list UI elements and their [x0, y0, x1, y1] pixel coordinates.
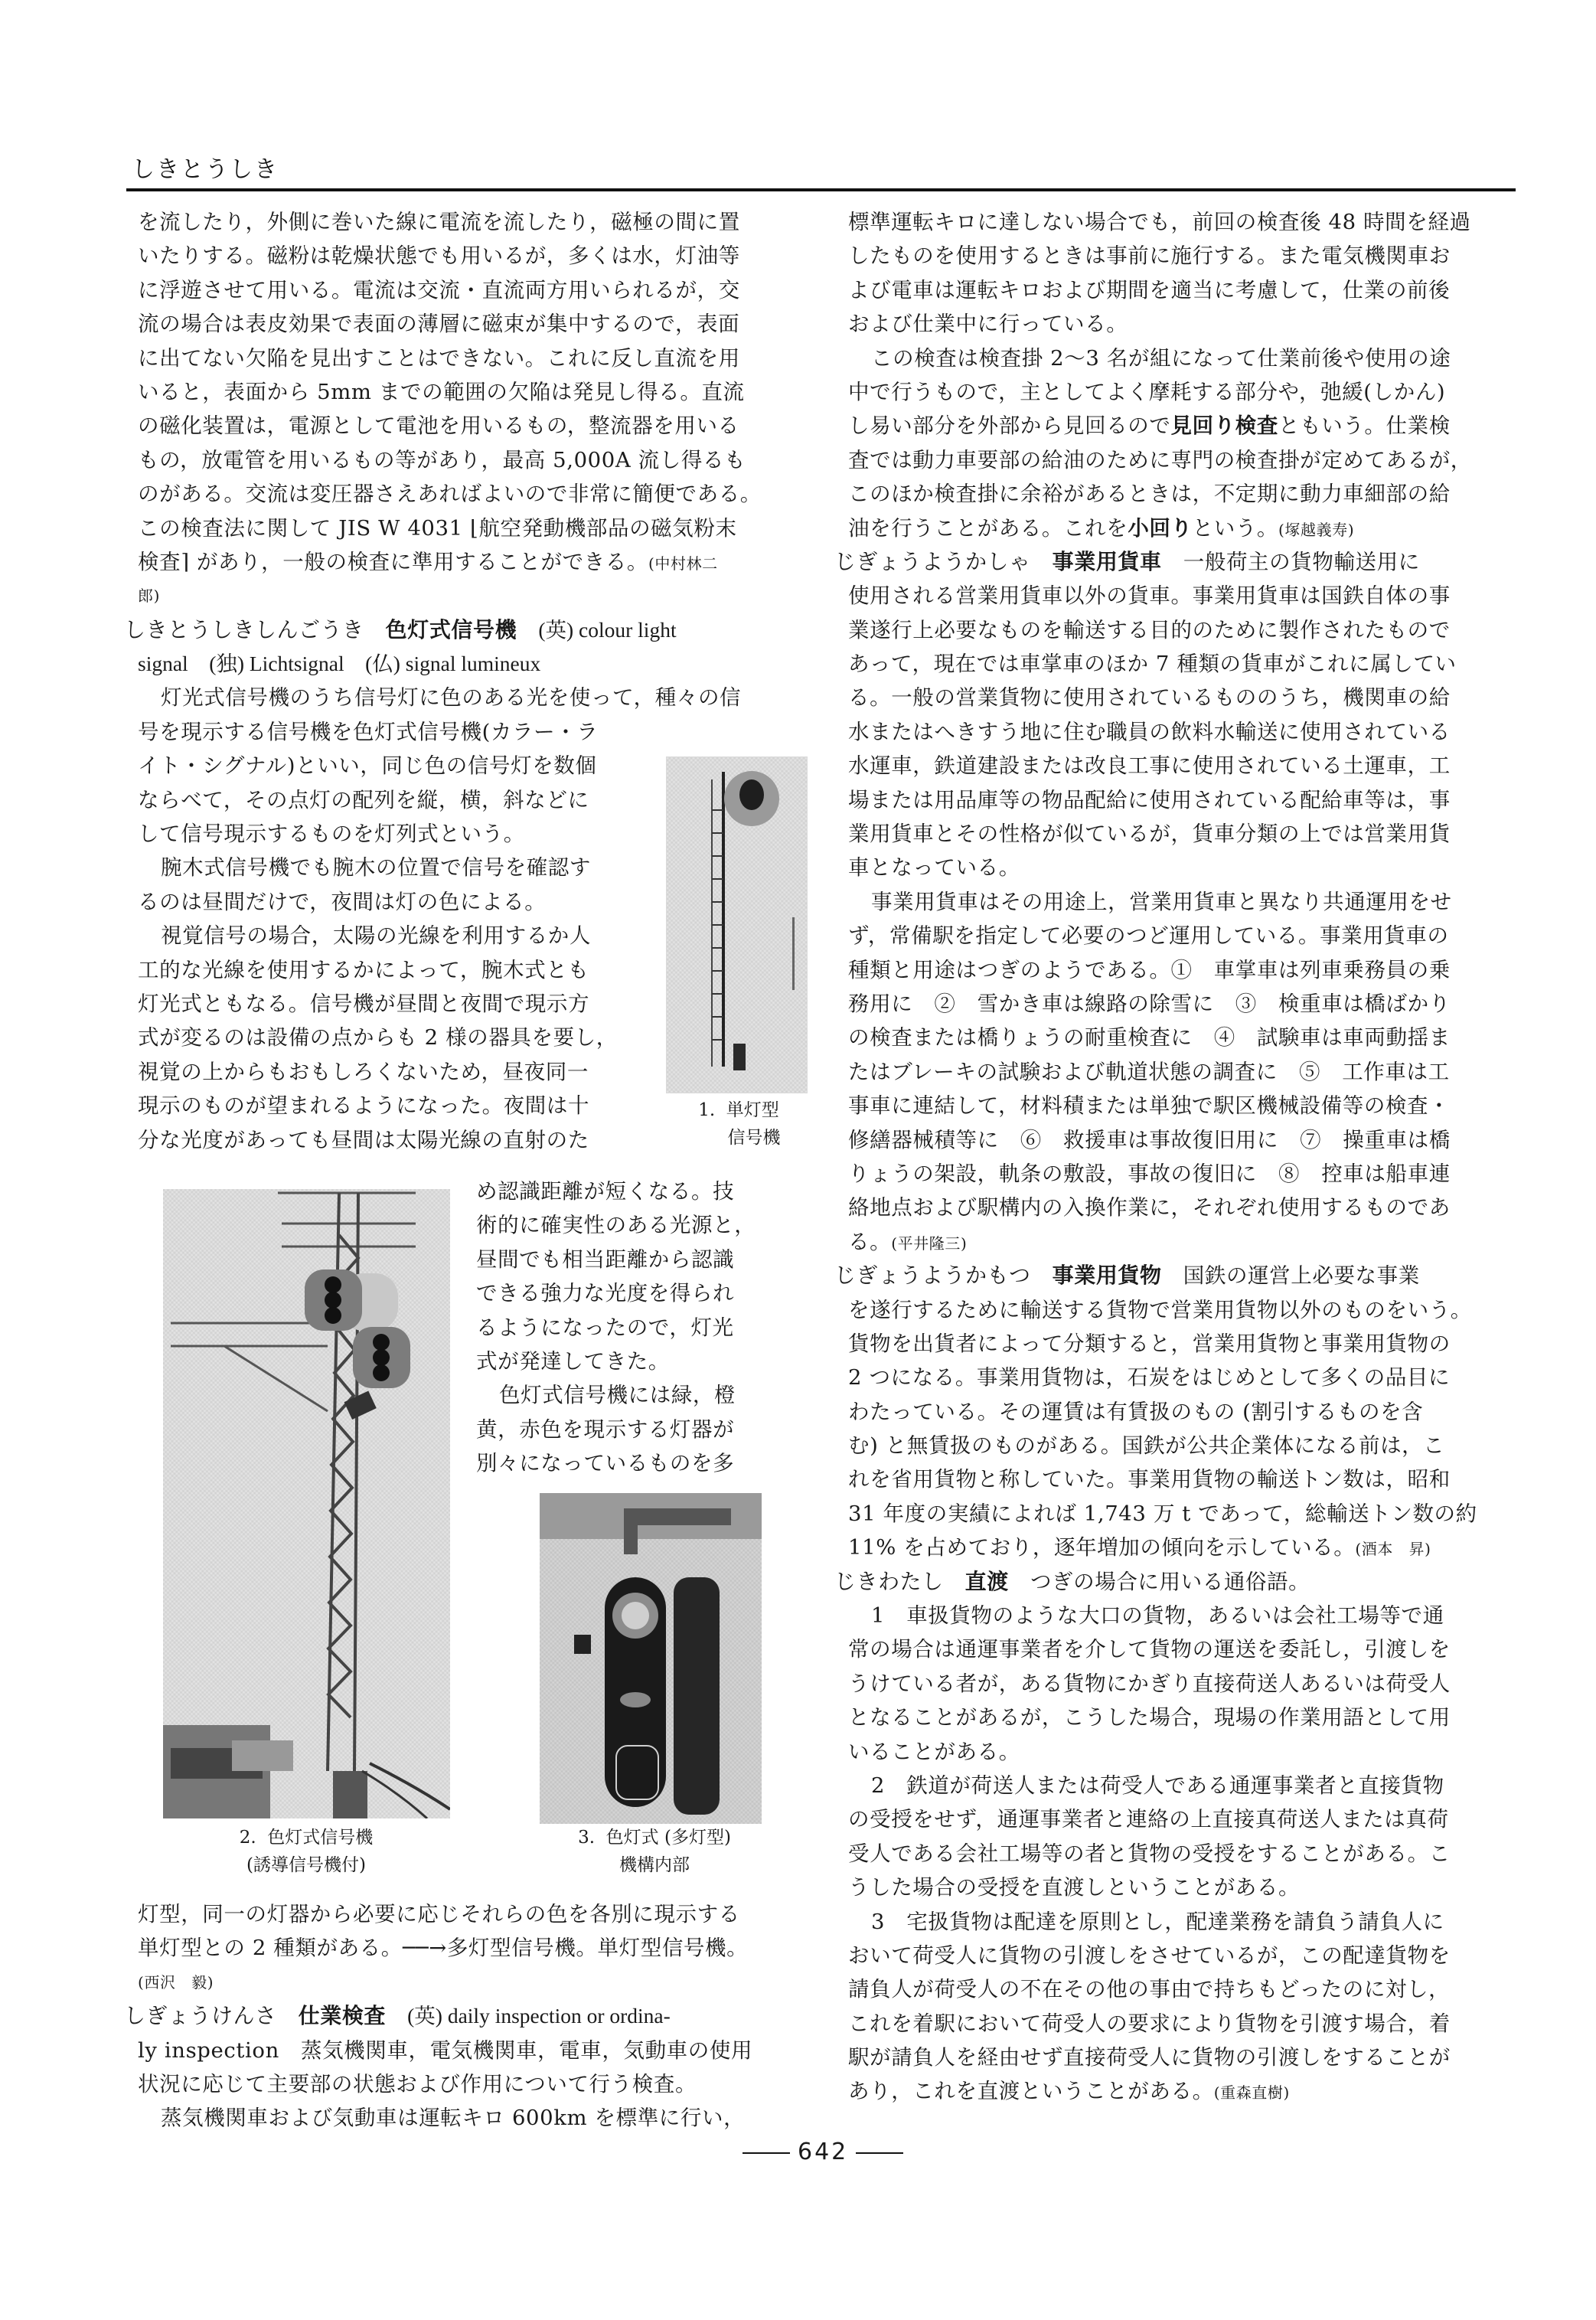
text-fragment: という。 — [1192, 515, 1279, 541]
text-line: たはブレーキの試験および軌道状態の調査に ⑤ 工作車は工 — [848, 1059, 1450, 1084]
text-line: おいて荷受人に貨物の引渡しをさせているが，この配達貨物を — [848, 1943, 1451, 1968]
text-line: 絡地点および駅構内の入換作業に，それぞれ使用するものであ — [848, 1195, 1451, 1220]
text-line: 別々になっているものを多 — [476, 1451, 735, 1476]
text-line — [848, 511, 1522, 545]
dash-decoration — [743, 2152, 790, 2154]
author-credit: (塚越義寿) — [1278, 520, 1355, 539]
text-line: りょうの架設，軌条の敷設，事故の復旧に ⑧ 控車は船車連 — [848, 1161, 1451, 1186]
text-line: 2 つになる。事業用貨物は，石炭をはじめとして多くの品目に — [848, 1365, 1451, 1390]
text-line — [848, 409, 1522, 443]
figure-number: 3. — [578, 1828, 596, 1848]
header-rule — [126, 188, 1516, 191]
entry-lead: 一般荷主の貨物輸送用に — [1183, 549, 1420, 574]
text-line: 使用される営業用貨車以外の貨車。事業用貨車は国鉄自体の事 — [848, 583, 1451, 609]
text-line: いることがある。 — [848, 1739, 1020, 1764]
text-line: 式が変るのは設備の点からも 2 様の器具を要し， — [138, 1025, 618, 1051]
caption-text: 色灯式信号機 — [267, 1828, 374, 1848]
text-line: 車となっている。 — [848, 855, 1020, 881]
text-line: 流の場合は表皮効果で表面の薄層に磁束が集中するので，表面 — [138, 312, 740, 337]
text-line: 2 鉄道が荷送人または荷受人である通運事業者と直接貨物 — [871, 1773, 1444, 1798]
text-line: 水またはへきすう地に住む職員の飲料水輸送に使用されている — [848, 719, 1451, 744]
text-line: 状況に応じて主要部の状態および作用について行う検査。 — [138, 2071, 697, 2096]
entry-heading-shigyou-kensa — [124, 1999, 811, 2033]
author-credit: 郎) — [138, 587, 161, 606]
text-line: 常の場合は通運事業者を介して貨物の運送を委託し，引渡しを — [848, 1637, 1451, 1662]
figure-3-caption — [540, 1824, 769, 1879]
text-line: もの，放電管を用いるもの等があり，最高 5,000A 流し得るも — [138, 447, 746, 472]
figure-number: 1. — [698, 1100, 716, 1120]
page-number-text: 642 — [798, 2139, 849, 2165]
caption-text: 色灯式 (多灯型) — [605, 1828, 731, 1848]
text-line: 灯型，同一の灯器から必要に応じそれらの色を各別に現示する — [138, 1902, 740, 1926]
author-credit: (重森直樹) — [1213, 2083, 1290, 2103]
text-line: 号を現示する信号機を色灯式信号機(カラー・ラ — [138, 719, 599, 744]
figure-1-photo — [666, 756, 808, 1093]
text-line: 単灯型との 2 種類がある。──→多灯型信号機。単灯型信号機。 — [138, 1936, 749, 1961]
text-line: 1 車扱貨物のような大口の貨物，あるいは会社工場等で通 — [871, 1603, 1444, 1629]
text-fragment: る。 — [848, 1229, 892, 1254]
text-line: 事業用貨車はその用途上，営業用貨車と異なり共通運用をせ — [871, 889, 1452, 914]
text-line: できる強力な光度を得られ — [476, 1281, 735, 1306]
right-column — [834, 205, 1522, 2109]
text-line: 標準運転キロに達しない場合でも，前回の検査後 48 時間を経過 — [848, 210, 1471, 234]
text-line: 黄，赤色を現示する灯器が — [476, 1417, 735, 1442]
inset-text — [476, 1175, 813, 1481]
text-line: 査では動力車要部の給油のために専門の検査掛が定めてあるが， — [848, 447, 1472, 472]
single-lamp-signal-illustration — [666, 756, 808, 1093]
figure-number: 2. — [239, 1828, 256, 1848]
text-line: 受人である会社工場等の者と貨物の受授をすることがある。こ — [848, 1841, 1451, 1866]
text-line — [848, 1531, 1522, 1564]
entry-foreign-terms: signal (独) Lichtsignal (仏) signal lumineux — [138, 652, 541, 676]
text-fragment: 11% を占めており，逐年増加の傾向を示している。 — [848, 1535, 1356, 1560]
bold-term: 見回り検査 — [1170, 413, 1278, 439]
text-line: 色灯式信号機には緑，橙 — [499, 1383, 736, 1408]
text-line: 分な光度があっても昼間は太陽光線の直射のた — [138, 1127, 589, 1152]
text-line: 工的な光線を使用するかによって，腕木式とも — [138, 957, 589, 982]
text-line: ならべて，その点灯の配列を縦，横，斜などに — [138, 787, 589, 812]
caption-line — [540, 1824, 769, 1851]
text-fragment: し易い部分を外部から見回るので — [848, 413, 1171, 439]
text-line: の検査または橋りょうの耐重検査に ④ 試験車は車両動揺ま — [848, 1025, 1451, 1051]
text-line: あって，現在では車掌車のほか 7 種類の貨車がこれに属してい — [848, 652, 1457, 677]
text-line: いると，表面から 5mm までの範囲の欠陥は発見し得る。直流 — [138, 379, 745, 404]
text-line: の磁化装置は，電源として電池を用いるもの，整流器を用いる — [138, 413, 739, 439]
entry-heading-shikitoushiki-shingouki — [124, 613, 811, 647]
text-line — [848, 1225, 1522, 1259]
text-line: うした場合の受授を直渡しということがある。 — [848, 1875, 1301, 1900]
text-line: 種類と用途はつぎのようである。① 車掌車は列車乗務員の乗 — [848, 957, 1451, 982]
text-line: 修繕器械積等に ⑥ 救援車は事故復旧用に ⑦ 操重車は橋 — [848, 1127, 1451, 1152]
text-line: 31 年度の実績によれば 1,743 万 t であって，総輸送トン数の約 — [848, 1501, 1477, 1526]
text-line: して信号現示するものを灯列式という。 — [138, 822, 525, 847]
text-line: 貨物を出貨者によって分類すると，営業用貨物と事業用貨物の — [848, 1331, 1451, 1356]
text-line: め認識距離が短くなる。技 — [476, 1179, 735, 1204]
text-line: このほか検査掛に余裕があるときは，不定期に動力車細部の給 — [848, 482, 1451, 507]
figure-2-caption — [191, 1824, 421, 1879]
entry-term: 直渡 — [964, 1568, 1009, 1594]
text-line: わたっている。その運賃は有賃扱のもの (割引するものを含 — [848, 1399, 1424, 1424]
entry-headword: じぎょうようかもつ — [834, 1263, 1031, 1289]
text-fragment: ともいう。仕業検 — [1278, 413, 1451, 439]
text-line: および仕業中に行っている。 — [848, 312, 1128, 337]
text-line: 業用貨車とその性格が似ているが，貨車分類の上では営業用貨 — [848, 822, 1451, 847]
entry-heading-jigyouyou-kasha — [834, 545, 1522, 579]
text-line: に浮遊させて用いる。電流は交流・直流両方用いられるが，交 — [138, 277, 740, 302]
text-line: この検査は検査掛 2〜3 名が組になって仕業前後や使用の途 — [871, 345, 1451, 371]
text-line: 視覚の上からもおもしろくないため，昼夜同一 — [138, 1059, 589, 1084]
signal-mechanism-illustration — [540, 1493, 762, 1824]
page-number — [735, 2139, 911, 2165]
text-line: を遂行するために輸送する貨物で営業用貨物以外のものをいう。 — [848, 1297, 1472, 1322]
text-line: 請負人が荷受人の不在その他の事由で持ちもどったのに対し， — [848, 1977, 1451, 2002]
text-line: いたりする。磁粉は乾燥状態でも用いるが，多くは水，灯油等 — [138, 243, 740, 269]
bold-term: 小回り — [1128, 515, 1193, 541]
text-line: 場または用品庫等の物品配給に使用されている配給車等は，事 — [848, 787, 1451, 812]
text-line: 視覚信号の場合，太陽の光線を利用するか人 — [161, 923, 591, 949]
entry-heading-jigyouyou-kamotsu — [834, 1259, 1522, 1292]
entry-headword: しきとうしきしんごうき — [124, 616, 364, 642]
text-line: 昼間でも相当距離から認識 — [476, 1247, 735, 1272]
text-line: これを着駅において荷受人の要求により貨物を引渡す場合，着 — [848, 2011, 1451, 2036]
text-line: イト・シグナル)といい，同じ色の信号灯を数個 — [138, 753, 597, 779]
dash-decoration — [856, 2152, 903, 2154]
entry-term: 仕業検査 — [298, 2003, 387, 2029]
text-line: 現示のものが望まれるようになった。夜間は十 — [138, 1093, 590, 1119]
entry-headword: じぎょうようかしゃ — [834, 548, 1031, 574]
text-line: に出てない欠陥を見出すことはできない。これに反し直流を用 — [138, 345, 740, 371]
author-credit: (西沢 毅) — [138, 1972, 214, 1992]
entry-foreign-terms: (英) daily inspection or ordina- — [407, 2004, 671, 2028]
figure-2-photo — [163, 1189, 450, 1818]
text-line: るようになったので，灯光 — [476, 1315, 734, 1340]
text-line: 蒸気機関車および気動車は運転キロ 600km を標準に行い， — [161, 2106, 746, 2131]
author-credit: (酒本 昇) — [1355, 1540, 1431, 1559]
text-line: ず，常備駅を指定して必要のつど運用している。事業用貨車の — [848, 923, 1449, 949]
text-line: る。一般の営業貨物に使用されているもののうち，機関車の給 — [848, 685, 1451, 711]
text-line — [848, 2074, 1522, 2108]
text-line: 灯光式ともなる。信号機が昼間と夜間で現示方 — [138, 991, 590, 1016]
text-line: したものを使用するときは事前に施行する。また電気機関車お — [848, 243, 1451, 269]
text-line: 式が発達してきた。 — [476, 1348, 670, 1374]
entry-headword: じきわたし — [834, 1568, 944, 1594]
entry-lead: つぎの場合に用いる通俗語。 — [1030, 1569, 1310, 1594]
text-line: 灯光式信号機のうち信号灯に色のある光を使って，種々の信 — [161, 685, 742, 711]
text-line: 水運車，鉄道建設または改良工事に使用されている土運車，工 — [848, 753, 1451, 779]
caption-line: (誘導信号機付) — [246, 1855, 366, 1875]
author-credit: (平井隆三) — [891, 1234, 968, 1253]
left-column-continued — [124, 1897, 811, 2135]
text-line: るのは昼間だけで，夜間は灯の色による。 — [138, 889, 547, 914]
text-line: れを省用貨物と称していた。事業用貨物の輸送トン数は，昭和 — [848, 1467, 1451, 1492]
text-line: 術的に確実性のある光源と， — [476, 1213, 756, 1238]
author-credit: (中村林二 — [648, 554, 718, 573]
text-line: この検査法に関して JIS W 4031 ⌊航空発動機部品の磁気粉末 — [138, 515, 737, 541]
entry-term: 事業用貨車 — [1052, 548, 1162, 574]
entry-lead: 国鉄の運営上必要な事業 — [1183, 1263, 1420, 1289]
entry-term: 色灯式信号機 — [385, 616, 517, 642]
text-line: よび電車は運転キロおよび期間を適当に考慮して，仕業の前後 — [848, 277, 1451, 302]
caption-line: 機構内部 — [619, 1855, 690, 1875]
text-line: うけている者が，ある貨物にかぎり直接荷送人あるいは荷受人 — [848, 1671, 1451, 1696]
entry-term: 事業用貨物 — [1052, 1263, 1162, 1289]
text-line: となることがあるが，こうした場合，現場の作業用語として用 — [848, 1705, 1451, 1730]
text-line: を流したり，外側に巻いた線に電流を流したり，磁極の間に置 — [138, 210, 740, 234]
text-line: 中で行うもので，主としてよく摩耗する部分や，弛緩(しかん) — [848, 379, 1446, 404]
text-fragment: 油を行うことがある。これを — [848, 515, 1128, 541]
caption-text: 単灯型 — [726, 1100, 779, 1120]
text-line: 務用に ② 雪かき車は線路の除雪に ③ 検重車は橋ばかり — [848, 991, 1451, 1016]
text-line: 腕木式信号機でも腕木の位置で信号を確認す — [161, 855, 591, 881]
text-line: ly inspection 蒸気機関車，電気機関車，電車，気動車の使用 — [138, 2037, 753, 2063]
text-fragment: 検査⌉ があり，一般の検査に準用することができる。 — [138, 549, 648, 574]
text-line: む) と無賃扱のものがある。国鉄が公共企業体になる前は，こ — [848, 1433, 1445, 1459]
entry-heading-jikiwatashi — [834, 1565, 1522, 1599]
entry-headword: しぎょうけんさ — [124, 2003, 277, 2029]
text-line — [138, 545, 811, 579]
caption-line: 信号機 — [727, 1128, 781, 1148]
text-line: 事車に連結して，材料積または単独で駅区機械設備等の検査・ — [848, 1093, 1451, 1119]
entry-foreign-terms: (英) colour light — [538, 617, 677, 642]
running-head: しきとうしき — [132, 156, 279, 183]
figure-1-caption — [666, 1096, 811, 1152]
text-line: の受授をせず，通運事業者と連絡の上直接真荷送人または真荷 — [848, 1807, 1449, 1832]
caption-line — [666, 1096, 811, 1124]
colour-light-signal-illustration — [163, 1189, 450, 1818]
caption-line — [191, 1824, 421, 1851]
text-line: 駅が請負人を経由せず直接荷受人に貨物の引渡しをすることが — [848, 2045, 1451, 2070]
text-fragment: あり，これを直渡ということがある。 — [848, 2079, 1214, 2104]
text-line: 業遂行上必要なものを輸送する目的のために製作されたもので — [848, 617, 1451, 642]
text-line: 3 宅扱貨物は配達を原則とし，配達業務を請負う請負人に — [871, 1909, 1444, 1934]
figure-3-photo — [540, 1493, 762, 1824]
text-line: のがある。交流は変圧器さえあればよいので非常に簡便である。 — [138, 482, 762, 507]
